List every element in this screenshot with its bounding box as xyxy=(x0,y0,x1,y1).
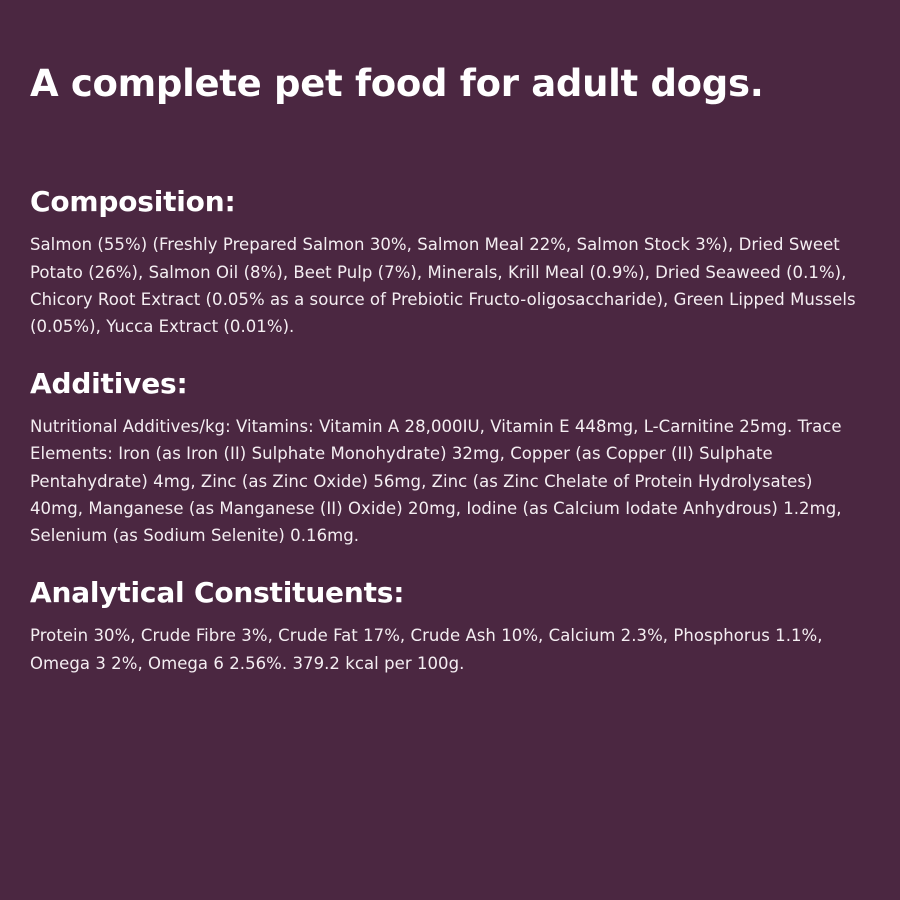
section-additives xyxy=(30,366,870,549)
section-title-composition: Composition: xyxy=(30,185,236,219)
section-analytical-constituents xyxy=(30,575,870,676)
section-composition xyxy=(30,184,870,340)
section-body-additives: Nutritional Additives/kg: Vitamins: Vitamin A 28,000IU, Vitamin E 448mg, L-Carnitine 25mg. Trace Elements: Iron (as Iron (II) Sulphate Monohydrate) 32mg, Copper (as Copper (II) Sulphate Pentahydrate) 4mg, Zinc (as Zinc Oxide) 56mg, Zinc (as Zinc Chelate of Protein Hydrolysates) 40mg, Manganese (as Manganese (II) Oxide) 20mg, Iodine (as Calcium Iodate Anhydrous) 1.2mg, Selenium (as Sodium Selenite) 0.16mg. xyxy=(30,417,842,546)
section-title-additives: Additives: xyxy=(30,367,188,401)
section-body-analytical-constituents: Protein 30%, Crude Fibre 3%, Crude Fat 17%, Crude Ash 10%, Calcium 2.3%, Phosphorus 1.1%, Omega 3 2%, Omega 6 2.56%. 379.2 kcal per 100g. xyxy=(30,626,823,673)
section-body-composition: Salmon (55%) (Freshly Prepared Salmon 30%, Salmon Meal 22%, Salmon Stock 3%), Dried Sweet Potato (26%), Salmon Oil (8%), Beet Pulp (7%), Minerals, Krill Meal (0.9%), Dried Seaweed (0.1%), Chicory Root Extract (0.05% as a source of Prebiotic Fructo-oligosaccharide), Green Lipped Mussels (0.05%), Yucca Extract (0.01%). xyxy=(30,235,856,337)
page-title: A complete pet food for adult dogs. xyxy=(30,62,764,105)
section-title-analytical-constituents: Analytical Constituents: xyxy=(30,576,405,610)
